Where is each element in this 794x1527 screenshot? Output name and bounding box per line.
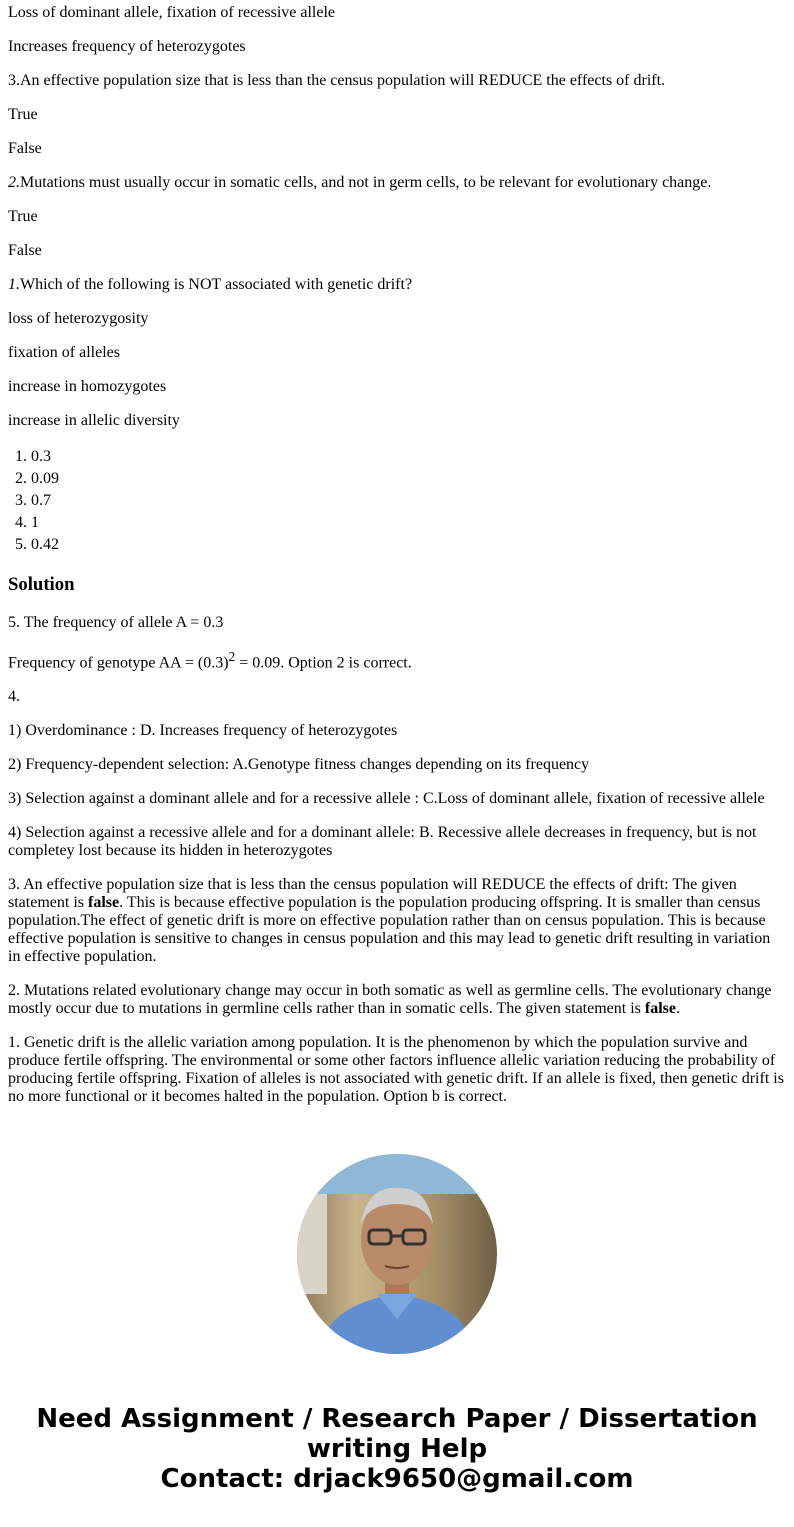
document: [0, 4, 794, 1106]
text: = 0.09. Option 2 is correct.: [235, 654, 412, 672]
footer-line: Need Assignment / Research Paper / Dissertation: [36, 1404, 758, 1435]
footer-ad: [0, 1404, 794, 1494]
question-3: 3.An effective population size that is less than the census population will REDUCE the effects of drift.: [8, 72, 666, 89]
text: . This is because effective population is the population producing offspring. It is smaller than census population.The effect of genetic drift is more on effective population rather than on census population. This is because effective population is sensitive to changes in census population and this may lead to genetic drift resulting in variation in effective population.: [8, 894, 771, 966]
question-number: 1.: [8, 276, 20, 293]
list-item: 5. 0.42: [31, 534, 786, 556]
avatar-container: [0, 1154, 794, 1354]
text: 2. Mutations related evolutionary change may occur in both somatic as well as germline cells. The evolutionary change mostly occur due to mutations in germline cells rather than in somatic cells. The given statement is: [8, 982, 772, 1018]
option-text: Loss of dominant allele, fixation of recessive allele: [8, 4, 335, 21]
list-item: 2. 0.09: [31, 468, 786, 490]
list-item: 3. 0.7: [31, 490, 786, 512]
text: Frequency of genotype AA = (0.3): [8, 654, 229, 672]
q5-options-list: [8, 446, 786, 556]
option-text: Increases frequency of heterozygotes: [8, 38, 246, 55]
answer-4-heading: 4.: [8, 688, 20, 706]
answer-4-item: 1) Overdominance : D. Increases frequency of heterozygotes: [8, 722, 398, 740]
option-text: True: [8, 208, 38, 225]
bold-text: false: [87, 894, 120, 912]
person-photo-icon: [297, 1154, 497, 1354]
question-1: [8, 276, 786, 294]
question-text: Mutations must usually occur in somatic cells, and not in germ cells, to be relevant for evolutionary change.: [20, 174, 712, 191]
option-text: True: [8, 106, 38, 123]
option-text: increase in homozygotes: [8, 378, 167, 395]
answer-5-line-1: 5. The frequency of allele A = 0.3: [8, 614, 224, 631]
answer-3: [8, 876, 786, 966]
answer-2: [8, 982, 786, 1018]
option-text: loss of heterozygosity: [8, 310, 149, 327]
option-text: fixation of alleles: [8, 344, 120, 361]
answer-5-line-2: [8, 648, 786, 672]
superscript: 2: [228, 649, 236, 664]
list-item: 1. 0.3: [31, 446, 786, 468]
answer-4-item: 2) Frequency-dependent selection: A.Genotype fitness changes depending on its frequency: [8, 756, 590, 774]
solution-heading: Solution: [8, 574, 75, 595]
footer-contact: Contact: drjack9650@gmail.com: [160, 1464, 634, 1495]
option-text: False: [8, 140, 42, 157]
avatar: [297, 1154, 497, 1354]
question-number: 2.: [8, 174, 20, 191]
answer-4-item: 4) Selection against a recessive allele and for a dominant allele: B. Recessive allele decreases in frequency, but is not completey lost because its hidden in heterozygotes: [8, 824, 757, 860]
question-text: Which of the following is NOT associated with genetic drift?: [20, 276, 413, 293]
answer-1: 1. Genetic drift is the allelic variation among population. It is the phenomenon by which the population survive and produce fertile offspring. The environmental or some other factors influence allelic variation reducing the probability of producing fertile offspring. Fixation of alleles is not associated with genetic drift. If an allele is fixed, then genetic drift is no more functional or it becomes halted in the population. Option b is correct.: [8, 1034, 784, 1106]
text: 3. An effective population size that is less than the census population will REDUCE the effects of drift: The given statement is: [8, 876, 737, 912]
text: .: [676, 1000, 680, 1018]
question-2: [8, 174, 786, 192]
option-text: increase in allelic diversity: [8, 412, 180, 429]
list-item: 4. 1: [31, 512, 786, 534]
option-text: False: [8, 242, 42, 259]
answer-4-item: 3) Selection against a dominant allele and for a recessive allele : C.Loss of dominant allele, fixation of recessive allele: [8, 790, 765, 808]
footer-line: writing Help: [306, 1434, 488, 1465]
bold-text: false: [644, 1000, 676, 1018]
